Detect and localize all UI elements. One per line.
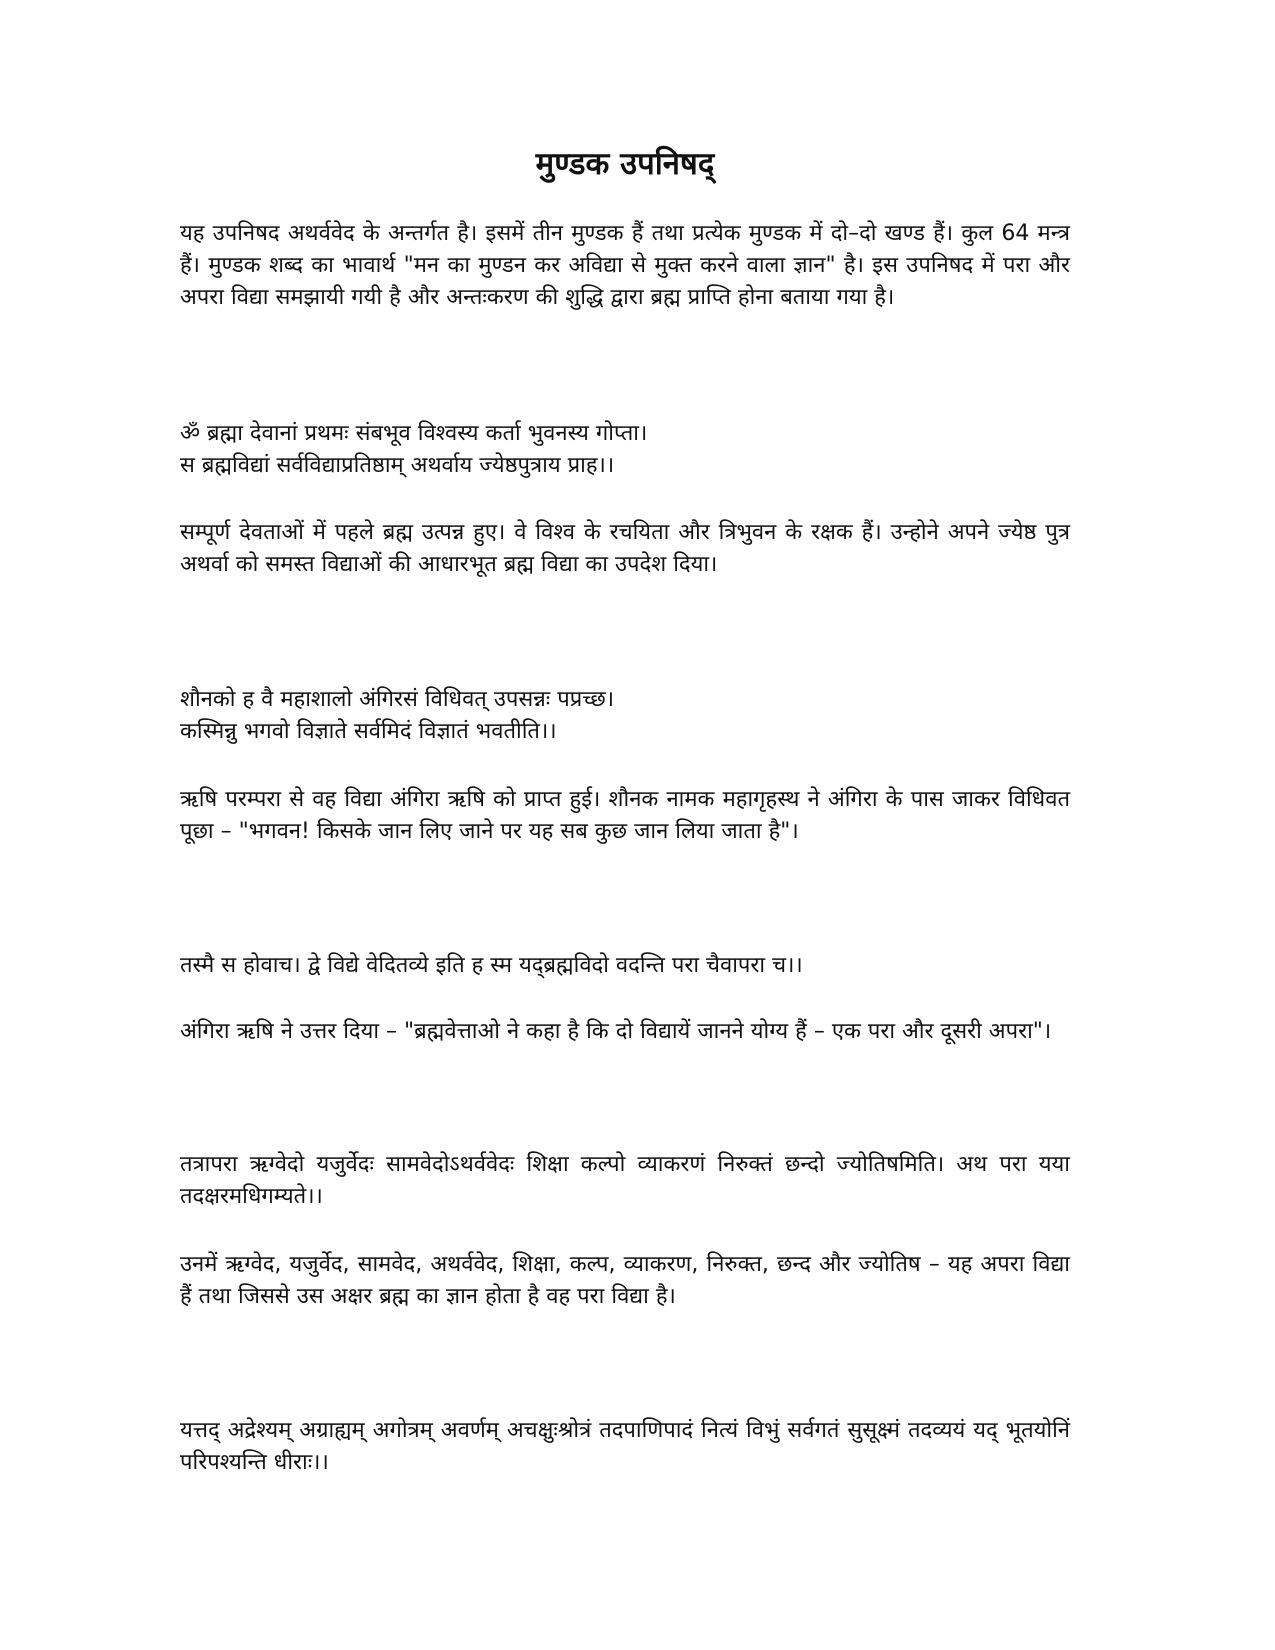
verse-2-line-2: कस्मिन्नु भगवो विज्ञाते सर्वमिदं विज्ञातं भवतीति।।	[180, 719, 557, 744]
verse-3	[180, 950, 1070, 982]
meaning-2-paragraph: ऋषि परम्परा से वह विद्या अंगिरा ऋषि को प्राप्त हुई। शौनक नामक महागृहस्थ ने अंगिरा के पास जाकर विधिवत पूछा – "भगवन! किसके जान लिए जाने पर यह सब कुछ जान लिया जाता है"।	[180, 787, 1070, 844]
verse-5: यत्तद् अद्रेश्यम् अग्राह्यम् अगोत्रम् अवर्णम् अचक्षुःश्रोत्रं तदपाणिपादं नित्यं विभुं सर्वगतं सुसूक्ष्मं तदव्ययं यद् भूतयोनिं परिपश्यन्ति धीराः।।	[180, 1418, 1070, 1475]
verse-4: तत्रापरा ऋग्वेदो यजुर्वेदः सामवेदोऽथर्ववेदः शिक्षा कल्पो व्याकरणं निरुक्तं छन्दो ज्योतिषमिति। अथ परा यया तदक्षरमधिगम्यते।।	[180, 1152, 1070, 1209]
document-page	[180, 0, 1070, 1650]
verse-3-line-1: तस्मै स होवाच। द्वे विद्ये वेदितव्ये इति ह स्म यद्ब्रह्मविदो वदन्ति परा चैवापरा च।।	[180, 953, 803, 978]
verse-2-line-1: शौनको ह वै महाशालो अंगिरसं विधिवत् उपसन्नः पप्रच्छ।	[180, 687, 615, 712]
verse-1-line-2: स ब्रह्मविद्यां सर्वविद्याप्रतिष्ठाम् अथर्वाय ज्येष्ठपुत्राय प्राह।।	[180, 453, 615, 478]
verse-2	[180, 684, 1070, 748]
verse-1-line-1: ॐ ब्रह्मा देवानां प्रथमः संबभूव विश्वस्य कर्ता भुवनस्य गोप्ता।	[180, 421, 648, 446]
page-title: मुण्डक उपनिषद्	[535, 146, 715, 182]
meaning-4-paragraph: उनमें ऋग्वेद, यजुर्वेद, सामवेद, अथर्ववेद, शिक्षा, कल्प, व्याकरण, निरुक्त, छन्द और ज्योतिष – यह अपरा विद्या हैं तथा जिससे उस अक्षर ब्रह्म का ज्ञान होता है वह परा विद्या है।	[180, 1252, 1070, 1309]
meaning-3-paragraph: अंगिरा ऋषि ने उत्तर दिया – "ब्रह्मवेत्ताओ ने कहा है कि दो विद्यायें जानने योग्य हैं – एक परा और दूसरी अपरा"।	[180, 1019, 1052, 1044]
intro-paragraph: यह उपनिषद अथर्ववेद के अन्तर्गत है। इसमें तीन मुण्डक हैं तथा प्रत्येक मुण्डक में दो–दो खण्ड हैं। कुल 64 मन्त्र हैं। मुण्डक शब्द का भावार्थ "मन का मुण्डन कर अविद्या से मुक्त करने वाला ज्ञान" है। इस उपनिषद में परा और अपरा विद्या समझायी गयी है और अन्तःकरण की शुद्धि द्वारा ब्रह्म प्राप्ति होना बताया गया है।	[180, 221, 1070, 310]
verse-1	[180, 418, 1070, 482]
meaning-1-paragraph: सम्पूर्ण देवताओं में पहले ब्रह्म उत्पन्न हुए। वे विश्व के रचयिता और त्रिभुवन के रक्षक हैं। उन्होने अपने ज्येष्ठ पुत्र अथर्वा को समस्त विद्याओं की आधारभूत ब्रह्म विद्या का उपदेश दिया।	[180, 520, 1070, 577]
